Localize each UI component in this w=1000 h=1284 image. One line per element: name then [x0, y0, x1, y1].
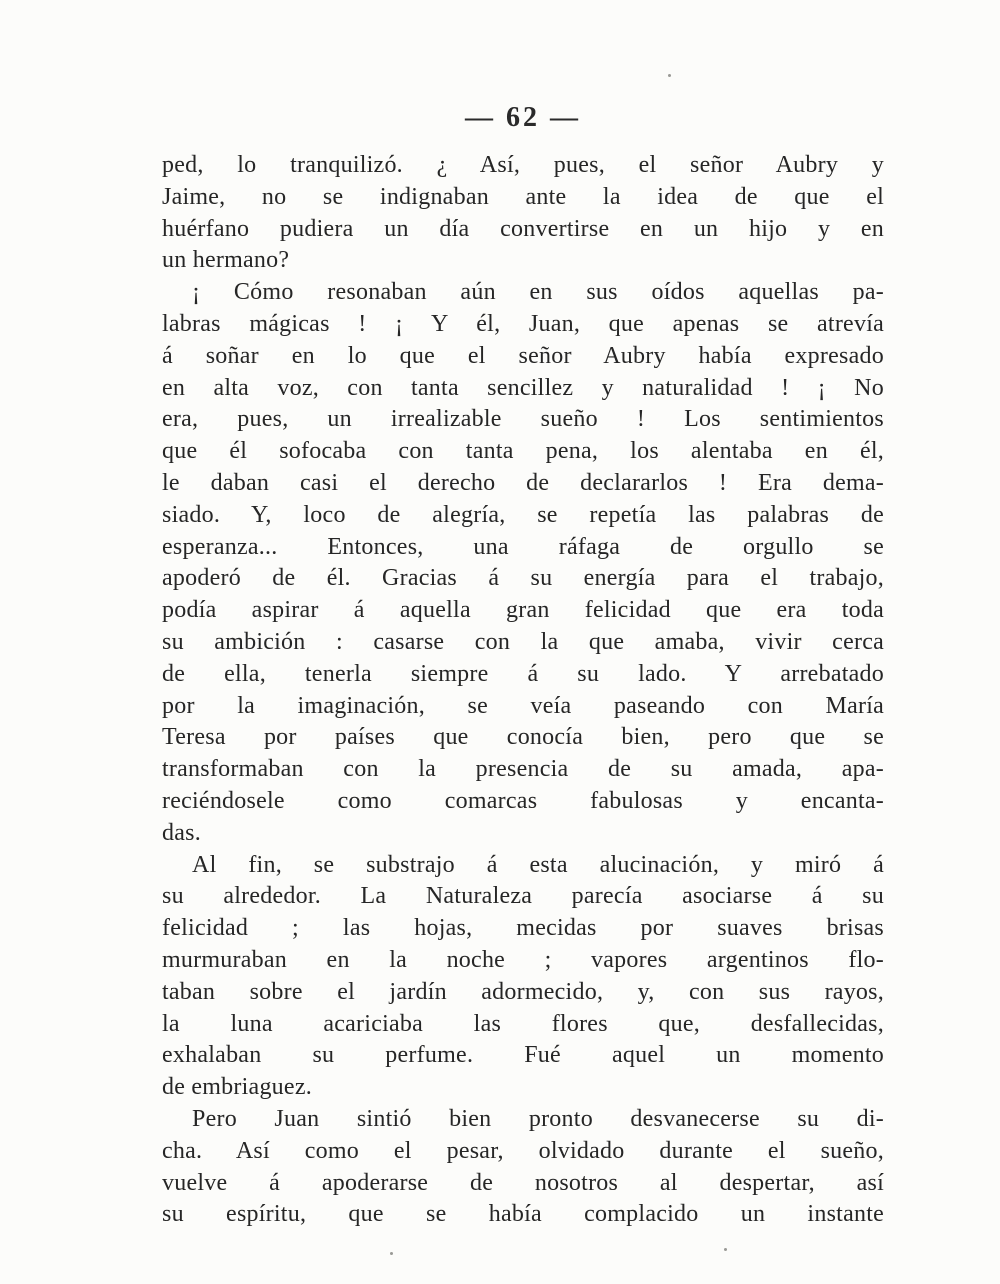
text-line: exhalaban su perfume. Fué aquel un momento: [162, 1042, 884, 1069]
text-line: ped, lo tranquilizó. ¿ Así, pues, el señor Aubry y: [162, 152, 884, 178]
text-line: le daban casi el derecho de declararlos ! Era dema-: [162, 469, 884, 496]
text-line: un hermano?: [162, 247, 290, 274]
text-line: murmuraban en la noche ; vapores argentinos flo-: [162, 946, 884, 973]
text-line: que él sofocaba con tanta pena, los alentaba en él,: [162, 438, 884, 465]
paragraph: [162, 277, 884, 849]
text-line: su alrededor. La Naturaleza parecía asociarse á su: [162, 883, 884, 910]
text-line: á soñar en lo que el señor Aubry había expresado: [162, 342, 884, 369]
scan-speck: [724, 1248, 727, 1251]
text-line: su espíritu, que se había complacido un instante: [162, 1201, 884, 1228]
text-line: podía aspirar á aquella gran felicidad que era toda: [162, 597, 884, 624]
text-line: transformaban con la presencia de su amada, apa-: [162, 756, 884, 783]
scan-speck: [390, 1252, 393, 1255]
text-line: la luna acariciaba las flores que, desfallecidas,: [162, 1010, 884, 1037]
text-line: taban sobre el jardín adormecido, y, con sus rayos,: [162, 978, 884, 1005]
text-line: de embriaguez.: [162, 1074, 312, 1101]
text-line: apoderó de él. Gracias á su energía para el trabajo,: [162, 565, 884, 592]
text-line: de ella, tenerla siempre á su lado. Y arrebatado: [162, 660, 884, 687]
text-block: [162, 150, 884, 1231]
text-line: por la imaginación, se veía paseando con María: [162, 692, 884, 719]
text-line: siado. Y, loco de alegría, se repetía las palabras de: [162, 501, 884, 528]
text-line: ¡ Cómo resonaban aún en sus oídos aquellas pa-: [192, 279, 884, 306]
text-line: en alta voz, con tanta sencillez y naturalidad ! ¡ No: [162, 374, 884, 401]
text-line: Al fin, se substrajo á esta alucinación, y miró á: [192, 851, 884, 878]
paragraph: [162, 1104, 884, 1231]
text-line: vuelve á apoderarse de nosotros al despertar, así: [162, 1169, 884, 1196]
text-line: esperanza... Entonces, una ráfaga de orgullo se: [162, 533, 884, 560]
text-line: das.: [162, 819, 201, 846]
text-line: labras mágicas ! ¡ Y él, Juan, que apenas se atrevía: [162, 310, 884, 337]
text-line: Pero Juan sintió bien pronto desvanecerse su di-: [192, 1105, 884, 1132]
paragraph: [162, 850, 884, 1104]
text-line: Jaime, no se indignaban ante la idea de que el: [162, 183, 884, 210]
page-number: — 62 —: [465, 102, 581, 133]
text-line: su ambición : casarse con la que amaba, vivir cerca: [162, 628, 884, 655]
scan-speck: [668, 74, 671, 77]
text-line: cha. Así como el pesar, olvidado durante el sueño,: [162, 1137, 884, 1164]
text-line: huérfano pudiera un día convertirse en un hijo y en: [162, 215, 884, 242]
text-line: Teresa por países que conocía bien, pero que se: [162, 724, 884, 751]
text-line: era, pues, un irrealizable sueño ! Los sentimientos: [162, 406, 884, 433]
text-line: felicidad ; las hojas, mecidas por suaves brisas: [162, 915, 884, 942]
text-line: reciéndosele como comarcas fabulosas y encanta-: [162, 787, 884, 814]
paragraph: [162, 150, 884, 277]
